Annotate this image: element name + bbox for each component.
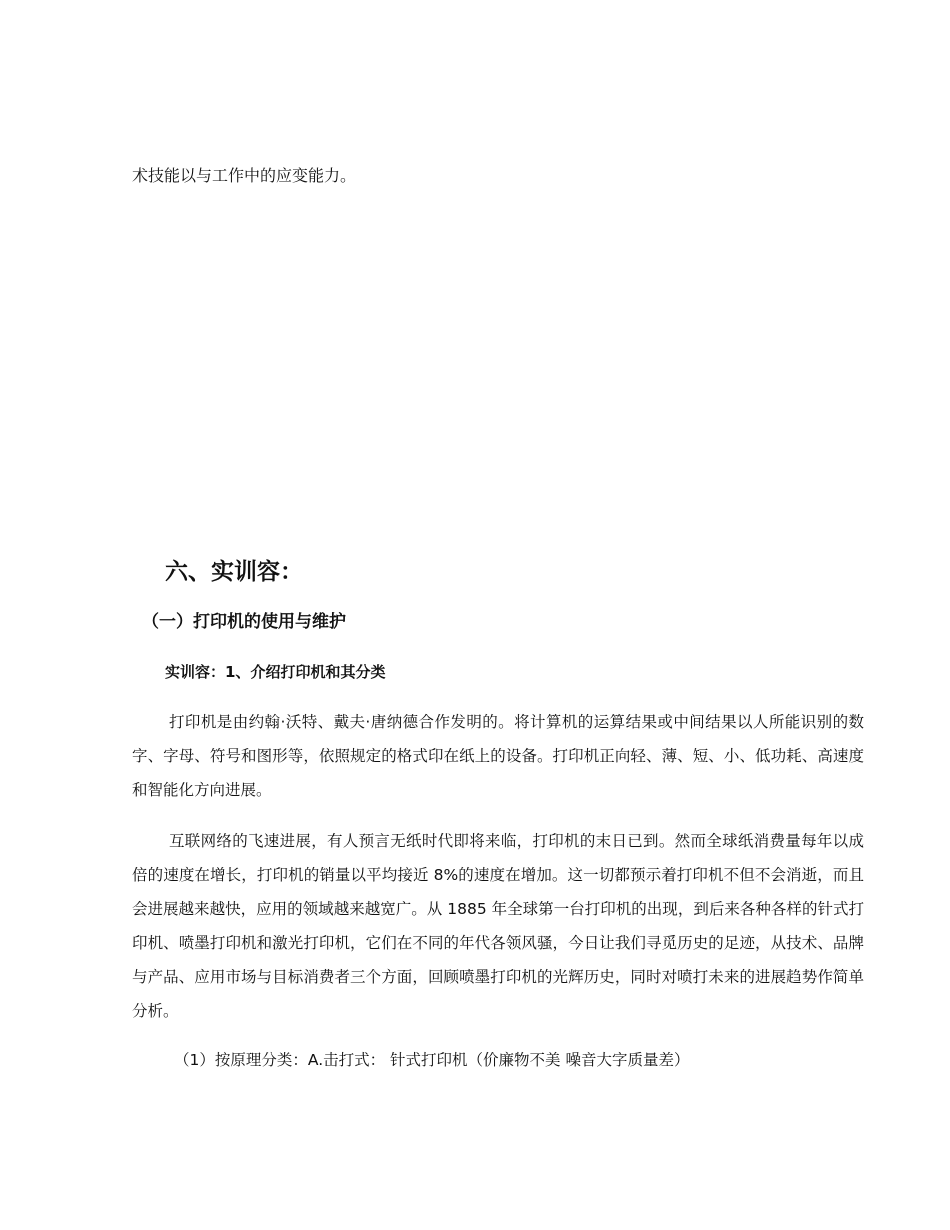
subsection-heading: （一）打印机的使用与维护 <box>142 612 346 632</box>
classification-line: （1）按原理分类：A.击打式： 针式打印机（价廉物不美 噪音大字质量差） <box>174 1051 690 1069</box>
carry-over-text: 术技能以与工作中的应变能力。 <box>132 166 357 185</box>
content-heading: 实训容：1、介绍打印机和其分类 <box>165 663 386 681</box>
printer-history-paragraph: 互联网络的飞速进展，有人预言无纸时代即将来临，打印机的末日已到。然而全球纸消费量每年以成倍的速度在增长，打印机的销量以平均接近 8%的速度在增加。这一切都预示着打印机不但不会消逝，而且会进展越来越快，应用的领域越来越宽广。从 1885 年全球第一台打印机的出现，到后来各种各样的针式打印机、喷墨打印机和激光打印机，它们在不同的年代各领风骚，今日让我们寻觅历史的足迹，从技术、品牌与产品、应用市场与目标消费者三个方面，回顾喷墨打印机的光辉历史，同时对喷打未来的进展趋势作简单分析。 <box>132 832 864 1020</box>
section-heading: 六、实训容： <box>165 559 303 585</box>
printer-definition-paragraph: 打印机是由约翰·沃特、戴夫·唐纳德合作发明的。将计算机的运算结果或中间结果以人所能识别的数字、字母、符号和图形等，依照规定的格式印在纸上的设备。打印机正向轻、薄、短、小、低功耗、高速度和智能化方向进展。 <box>132 713 864 799</box>
